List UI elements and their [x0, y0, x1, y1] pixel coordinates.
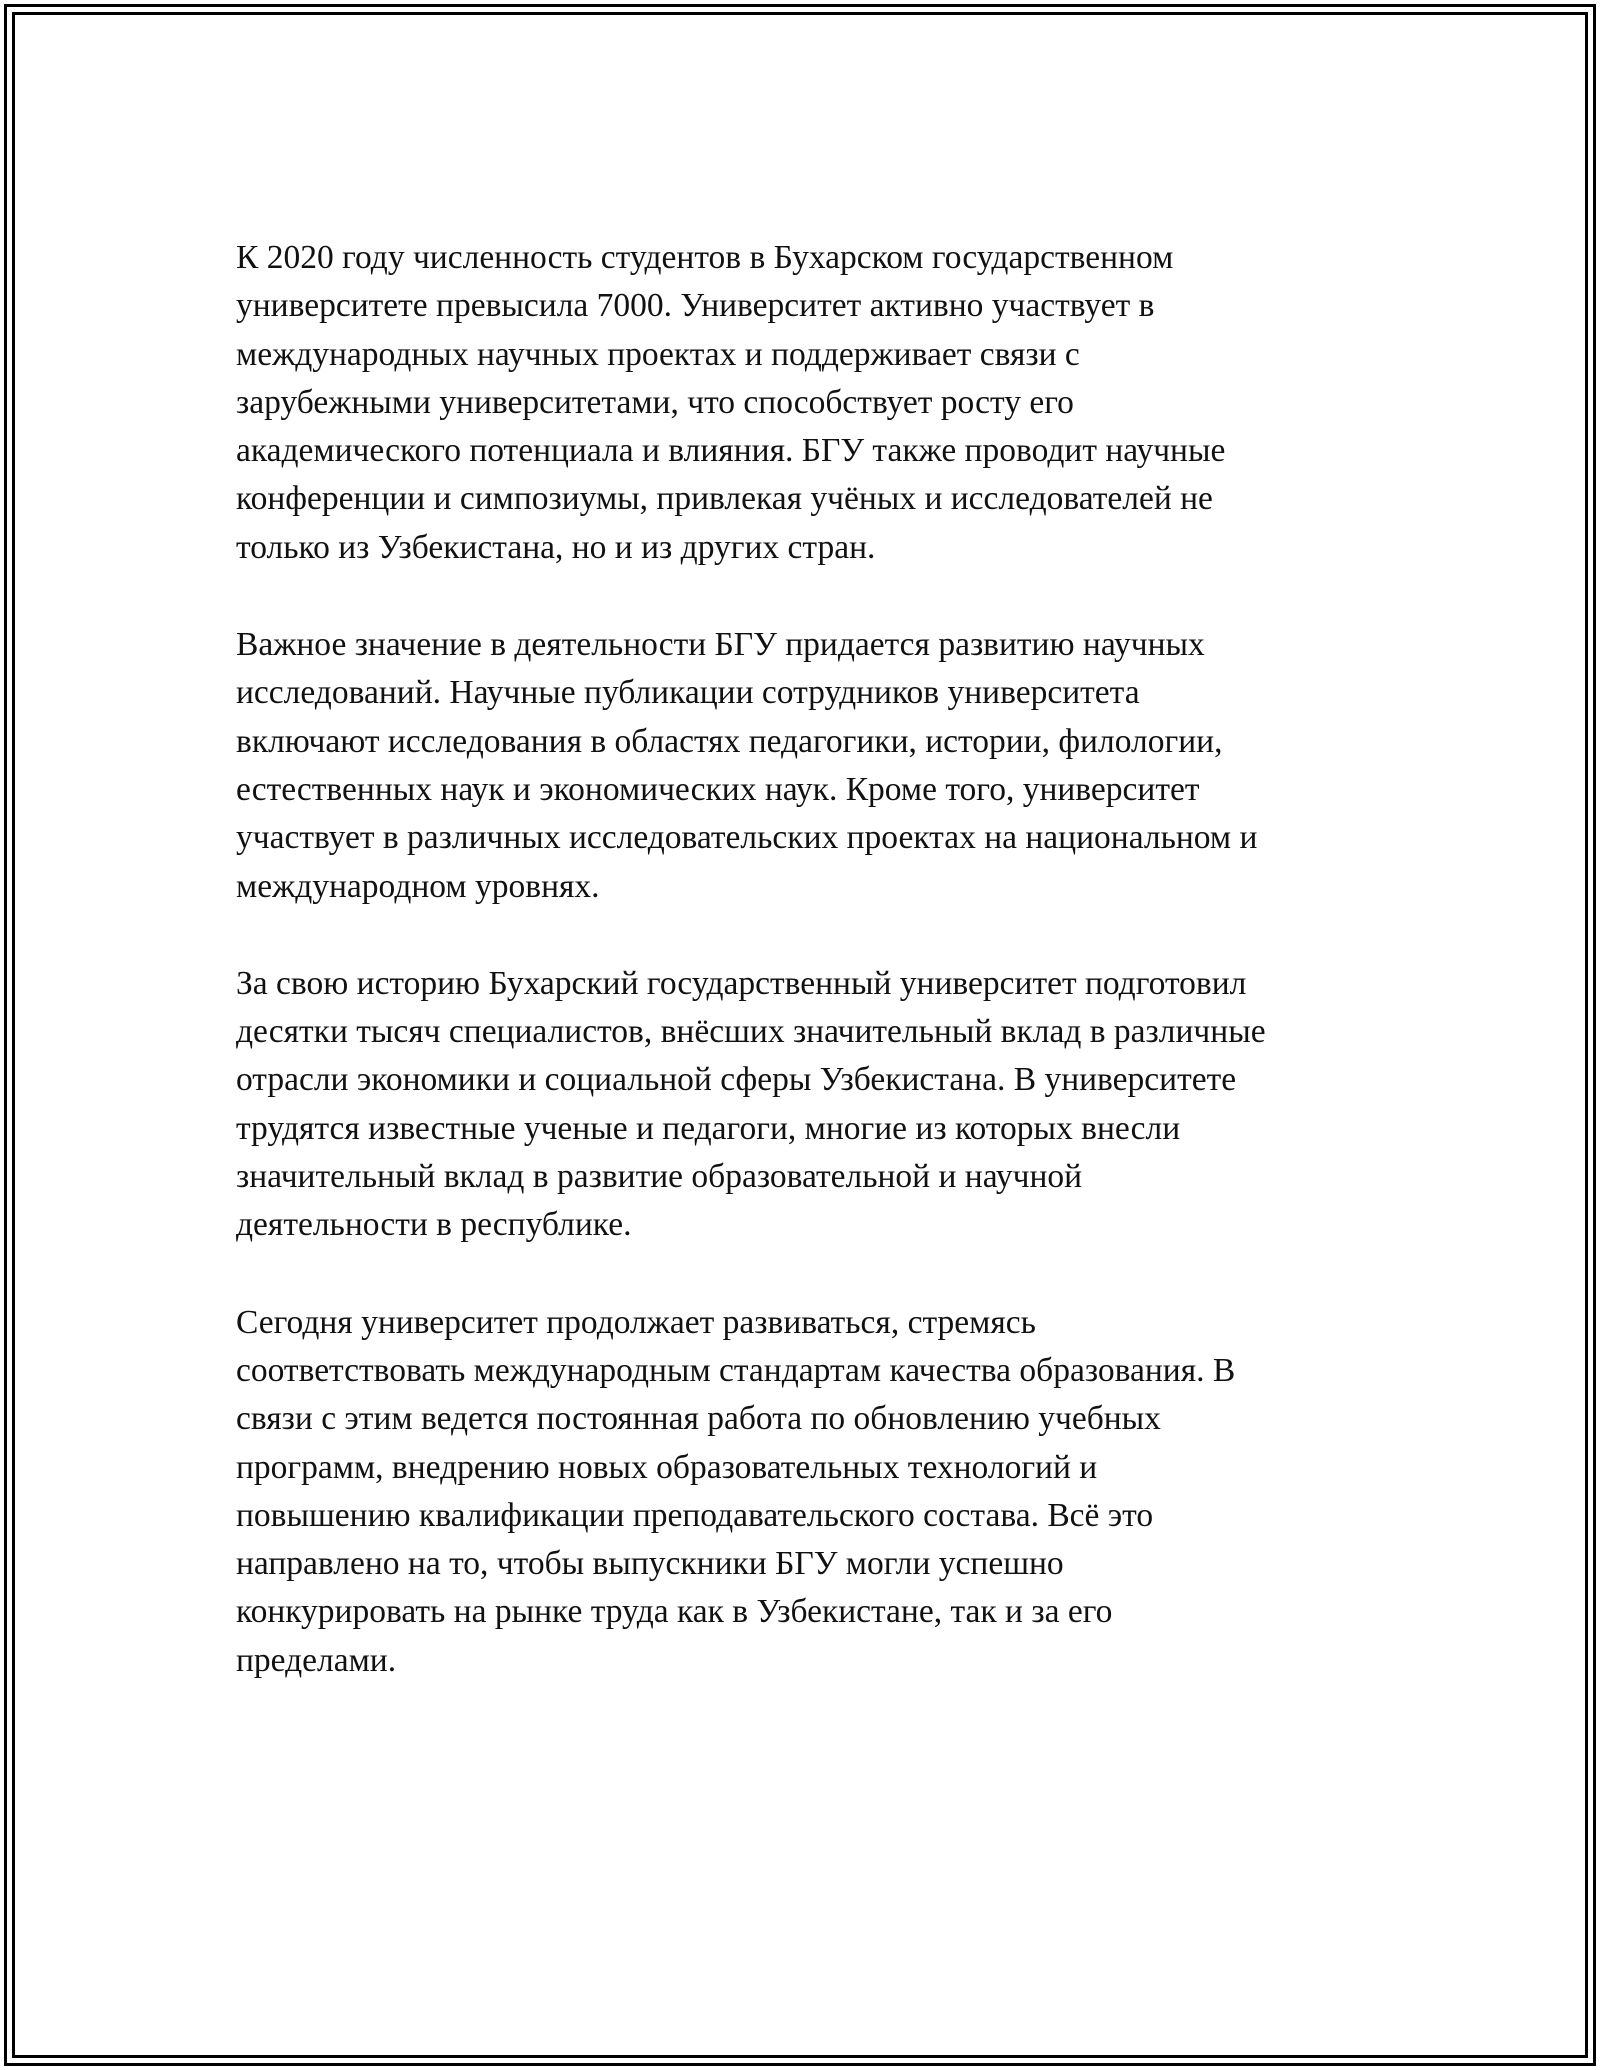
text-line: исследований. Научные публикации сотрудников университета — [236, 674, 1140, 712]
text-line: только из Узбекистана, но и из других стран. — [236, 528, 876, 566]
text-line: академического потенциала и влияния. БГУ также проводит научные — [236, 432, 1226, 470]
text-line: конференции и симпозиумы, привлекая учёных и исследователей не — [236, 480, 1213, 518]
text-line: трудятся известные ученые и педагоги, многие из которых внесли — [236, 1109, 1181, 1147]
text-line: участвует в различных исследовательских проектах на национальном и — [236, 819, 1258, 857]
document-body — [236, 234, 1376, 1734]
text-line: значительный вклад в развитие образовательной и научной — [236, 1158, 1083, 1196]
text-line: университете превысила 7000. Университет активно участвует в — [236, 287, 1155, 325]
text-line: программ, внедрению новых образовательных технологий и — [236, 1448, 1098, 1486]
text-line: зарубежными университетами, что способствует росту его — [236, 383, 1074, 421]
text-line: повышению квалификации преподавательского состава. Всё это — [236, 1496, 1154, 1534]
text-line: Сегодня университет продолжает развиваться, стремясь — [236, 1303, 1036, 1341]
text-line: Важное значение в деятельности БГУ придается развитию научных — [236, 626, 1205, 664]
text-line: соответствовать международным стандартам качества образования. В — [236, 1351, 1236, 1389]
text-line: пределами. — [236, 1641, 397, 1679]
paragraph-2 — [236, 621, 1376, 911]
text-line: связи с этим ведется постоянная работа по обновлению учебных — [236, 1400, 1161, 1438]
text-line: деятельности в республике. — [236, 1206, 632, 1244]
paragraph-3 — [236, 960, 1376, 1250]
text-line: направлено на то, чтобы выпускники БГУ могли успешно — [236, 1545, 1064, 1583]
text-line: десятки тысяч специалистов, внёсших значительный вклад в различные — [236, 1013, 1266, 1051]
paragraph-1 — [236, 234, 1376, 572]
text-line: международных научных проектах и поддерживает связи с — [236, 335, 1080, 373]
text-line: включают исследования в областях педагогики, истории, филологии, — [236, 722, 1223, 760]
text-line: За свою историю Бухарский государственный университет подготовил — [236, 964, 1247, 1002]
text-line: отрасли экономики и социальной сферы Узбекистана. В университете — [236, 1061, 1237, 1099]
text-line: К 2020 году численность студентов в Бухарском государственном — [236, 239, 1174, 276]
paragraph-4 — [236, 1299, 1376, 1685]
text-line: конкурировать на рынке труда как в Узбекистане, так и за его — [236, 1593, 1113, 1631]
text-line: естественных наук и экономических наук. Кроме того, университет — [236, 770, 1200, 808]
text-line: международном уровнях. — [236, 867, 600, 905]
